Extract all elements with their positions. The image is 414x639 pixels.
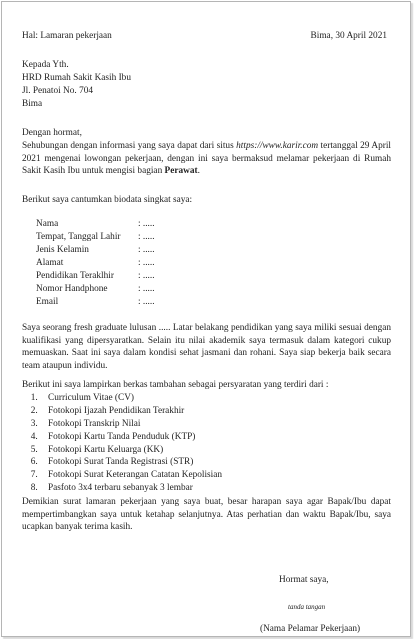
profile-paragraph: Saya seorang fresh graduate lulusan ..... Latar belakang pendidikan yang saya miliki sesuai dengan kualifikasi yang dipersyaratkan. Selain itu nilai akademik saya termasuk dalam kategori cukup memuaskan. Saat ini saya dalam kondisi sehat jasmani dan rohani. Saya siap bekerja baik secara team ataupun individu. (22, 323, 391, 371)
list-item: 6. Fotokopi Surat Tanda Registrasi (STR) (40, 456, 222, 469)
biodata-row (36, 218, 236, 231)
attachments-intro: Berikut ini saya lampirkan berkas tambahan sebagai persyaratan yang terdiri dari : (22, 380, 329, 390)
biodata-row (36, 270, 236, 283)
biodata-label: Nomor Handphone (36, 284, 108, 294)
list-item: 3. Fotokopi Transkrip Nilai (40, 418, 222, 431)
letter-date: Bima, 30 April 2021 (310, 31, 387, 41)
biodata-value: : ..... (138, 232, 155, 242)
biodata-row (36, 283, 236, 296)
list-item: 5. Fotokopi Kartu Keluarga (KK) (40, 444, 222, 457)
recipient-street: Jl. Penatoi No. 704 (22, 86, 94, 96)
attachments-list (22, 392, 222, 495)
closing-paragraph: Demikian surat lamaran pekerjaan yang saya buat, besar harapan saya agar Bapak/Ibu dapat mempertimbangkan saya untuk ketahap selanjutnya. Atas perhatian dan waktu Bapak/Ibu, saya ucapkan banyak terima kasih. (22, 497, 391, 533)
biodata-row (36, 231, 236, 244)
biodata-row (36, 257, 236, 270)
opening-salutation: Dengan hormat, (22, 128, 82, 138)
signature-name: (Nama Pelamar Pekerjaan) (260, 624, 361, 634)
biodata-intro: Berikut saya cantumkan biodata singkat saya: (22, 195, 193, 205)
biodata-value: : ..... (138, 245, 155, 255)
biodata-label: Tempat, Tanggal Lahir (36, 232, 121, 242)
list-item: 4. Fotokopi Kartu Tanda Penduduk (KTP) (40, 431, 222, 444)
biodata-value: : ..... (138, 297, 155, 307)
recipient-name: HRD Rumah Sakit Kasih Ibu (22, 73, 131, 83)
biodata-value: : ..... (138, 284, 155, 294)
biodata-value: : ..... (138, 271, 155, 281)
recipient-city: Bima (22, 99, 43, 109)
job-site-link: https://www.karir.com (236, 141, 319, 151)
biodata-label: Pendidikan Teraklhir (36, 271, 114, 281)
list-item: 8. Pasfoto 3x4 terbaru sebanyak 3 lembar (40, 482, 222, 495)
list-item: 2. Fotokopi Ijazah Pendidikan Terakhir (40, 405, 222, 418)
biodata-label: Nama (36, 219, 59, 229)
biodata-label: Jenis Kelamin (36, 245, 89, 255)
intro-text-end: . (197, 166, 200, 177)
intro-paragraph (22, 140, 391, 178)
signature-regards: Hormat saya, (279, 575, 329, 585)
recipient-greeting: Kepada Yth. (22, 60, 69, 70)
intro-text-2: tertanggal 29 April 2021 mengenai lowongan pekerjaan, dengan ini saya bermaksud melamar pekerjaan di Rumah Sakit Kasih Ibu untuk mengisi bagian (22, 141, 391, 177)
signature-placeholder: tanda tangan (288, 603, 326, 611)
applied-position: Perawat (164, 166, 198, 177)
letter-page (1, 1, 411, 637)
biodata-row (36, 296, 236, 309)
biodata-value: : ..... (138, 258, 155, 268)
intro-text-1: Sehubungan dengan informasi yang saya dapat dari situs (22, 141, 237, 151)
biodata-value: : ..... (138, 219, 155, 229)
biodata-label: Alamat (36, 258, 64, 268)
list-item: 7. Fotokopi Surat Keterangan Catatan Kepolisian (40, 469, 222, 482)
biodata-label: Email (36, 297, 59, 307)
list-item: 1. Curriculum Vitae (CV) (40, 392, 222, 405)
biodata-row (36, 244, 236, 257)
letter-subject: Hal: Lamaran pekerjaan (22, 31, 112, 41)
